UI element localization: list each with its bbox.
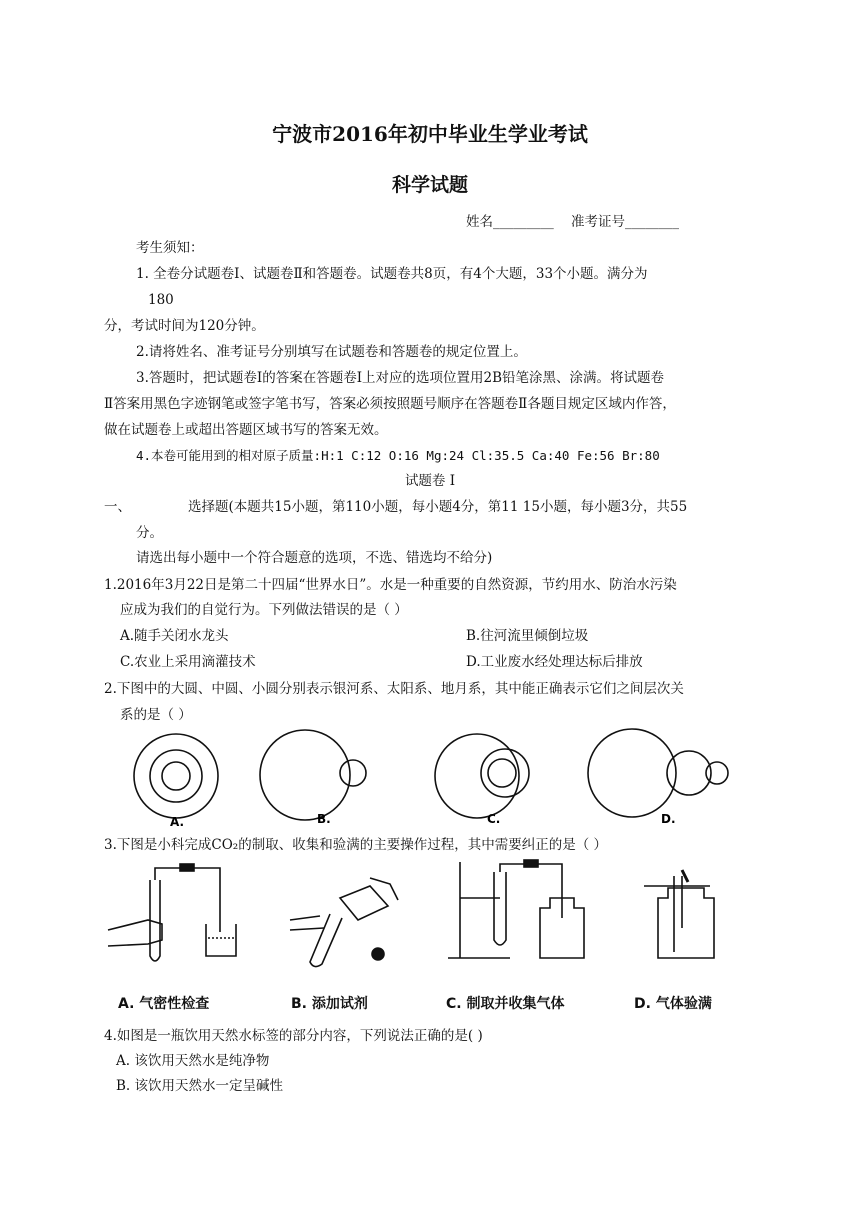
section-title: 试题卷 Ⅰ xyxy=(404,473,456,489)
q2-option-d-circles xyxy=(588,729,728,817)
q3-apparatus-figure xyxy=(100,858,740,976)
name-field: 姓名_________ xyxy=(466,214,554,230)
q3-d-gas-full-check-apparatus xyxy=(644,870,714,958)
q2-label-c: C. xyxy=(487,812,501,826)
notice-item-3-cont: Ⅱ答案用黑色字迹钢笔或签字笔书写，答案必须按照题号顺序在答题卷Ⅱ各题目规定区域内作答， xyxy=(104,396,676,412)
exam-number-field: 准考证号________ xyxy=(571,214,679,230)
q2-label-a: A. xyxy=(170,815,185,828)
notice-item-1-cont: 180 xyxy=(148,292,174,308)
q3-caption-d: D. 气体验满 xyxy=(634,996,712,1012)
q3-caption-b: B. 添加试剂 xyxy=(291,996,368,1012)
part1-instruction: 请选出每小题中一个符合题意的选项，不选、错选均不给分) xyxy=(136,550,493,566)
q1-option-a: A.随手关闭水龙头 xyxy=(120,628,229,644)
page-subtitle: 科学试题 xyxy=(391,174,468,196)
q1-option-c: C.农业上采用滴灌技术 xyxy=(120,654,256,670)
q2-label-b: B. xyxy=(317,812,331,826)
q1-option-d: D.工业废水经处理达标后排放 xyxy=(466,654,643,670)
notice-item-4: 4.本卷可能用到的相对原子质量:H:1 C:12 O:16 Mg:24 Cl:35.5 Ca:40 Fe:56 Br:80 xyxy=(136,448,660,463)
notice-item-2: 2.请将姓名、准考证号分别填写在试题卷和答题卷的规定位置上。 xyxy=(136,344,527,360)
q2-stem-cont: 系的是（ ） xyxy=(120,707,192,723)
q2-circles-figure xyxy=(120,728,760,828)
q3-b-reagent-apparatus xyxy=(290,878,398,967)
q2-option-a-circles xyxy=(134,734,218,818)
page-title: 宁波市2016年初中毕业生学业考试 xyxy=(272,122,588,146)
q3-c-preparation-apparatus xyxy=(448,860,584,958)
q4-stem: 4.如图是一瓶饮用天然水标签的部分内容，下列说法正确的是( ) xyxy=(104,1028,483,1044)
q3-stem: 3.下图是小科完成CO₂的制取、收集和验满的主要操作过程，其中需要纠正的是（ ） xyxy=(104,837,607,853)
q4-option-b: B. 该饮用天然水一定呈碱性 xyxy=(116,1078,284,1094)
q1-stem: 1.2016年3月22日是第二十四届“世界水日”。水是一种重要的自然资源，节约用水、防治水污染 xyxy=(104,577,677,593)
part1-heading-cont: 分。 xyxy=(136,525,163,541)
q2-stem: 2.下图中的大圆、中圆、小圆分别表示银河系、太阳系、地月系，其中能正确表示它们之间层次关 xyxy=(104,681,684,697)
q2-label-d: D. xyxy=(661,812,676,826)
q3-a-airtightness-apparatus xyxy=(108,864,236,961)
q4-option-a: A. 该饮用天然水是纯净物 xyxy=(116,1053,270,1069)
q3-caption-c: C. 制取并收集气体 xyxy=(446,996,565,1012)
notice-item-3-cont2: 做在试题卷上或超出答题区域书写的答案无效。 xyxy=(104,422,388,438)
q2-option-b-circles xyxy=(260,730,366,820)
part1-number: 一、 xyxy=(104,499,131,515)
part1-heading: 选择题(本题共15小题，第110小题，每小题4分，第11 15小题，每小题3分，共55 xyxy=(188,499,688,515)
q1-stem-cont: 应成为我们的自觉行为。下列做法错误的是（ ） xyxy=(120,602,408,618)
notice-item-1-cont2: 分，考试时间为120分钟。 xyxy=(104,318,265,334)
notice-heading: 考生须知： xyxy=(136,240,204,256)
notice-item-1: 1. 全卷分试题卷Ⅰ、试题卷Ⅱ和答题卷。试题卷共8页，有4个大题，33个小题。满分为 xyxy=(136,266,648,282)
notice-item-3: 3.答题时，把试题卷Ⅰ的答案在答题卷Ⅰ上对应的选项位置用2B铅笔涂黑、涂满。将试题卷 xyxy=(136,370,665,386)
q2-option-c-circles xyxy=(435,734,529,818)
q3-caption-a: A. 气密性检查 xyxy=(118,996,210,1012)
q1-option-b: B.往河流里倾倒垃圾 xyxy=(466,628,589,644)
